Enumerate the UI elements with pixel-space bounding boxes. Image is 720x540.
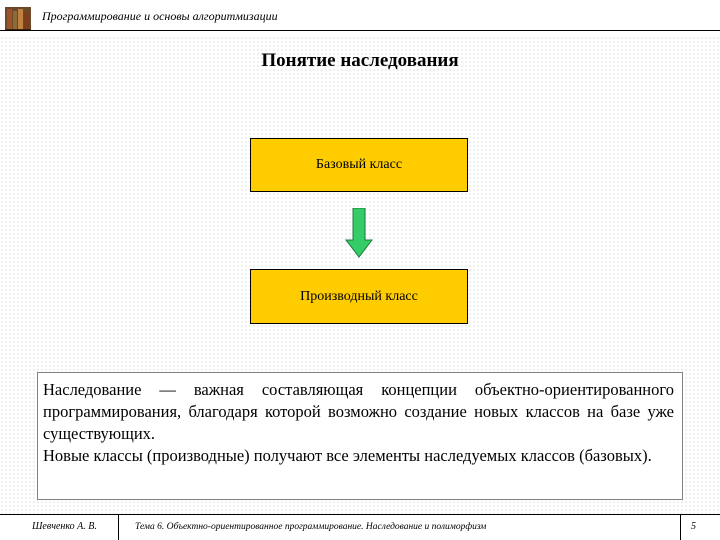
book-stack-icon	[3, 3, 33, 33]
definition-textbox	[37, 372, 683, 500]
slide-title: Понятие наследования	[261, 50, 459, 71]
derived-class-box	[250, 269, 468, 324]
footer-topic: Тема 6. Объектно-ориентированное программирование. Наследование и полиморфизм	[135, 522, 487, 532]
footer-separator	[680, 514, 681, 540]
footer-divider	[0, 514, 720, 515]
page-number: 5	[691, 521, 696, 532]
header-divider	[0, 30, 720, 31]
base-class-box	[250, 138, 468, 192]
inheritance-note-paragraph: Новые классы (производные) получают все элементы наследуемых классов (базовых).	[43, 446, 652, 465]
definition-paragraph: Наследование — важная составляющая концепции объектно-ориентированного программирования, благодаря которой возможно создание новых классов на базе уже существующих.	[43, 380, 674, 443]
arrow-down-icon	[345, 208, 373, 258]
footer-separator	[118, 514, 119, 540]
header-title: Программирование и основы алгоритмизации	[42, 9, 278, 23]
derived-class-label: Производный класс	[300, 288, 418, 304]
base-class-label: Базовый класс	[315, 157, 403, 172]
footer-author: Шевченко А. В.	[32, 521, 97, 532]
